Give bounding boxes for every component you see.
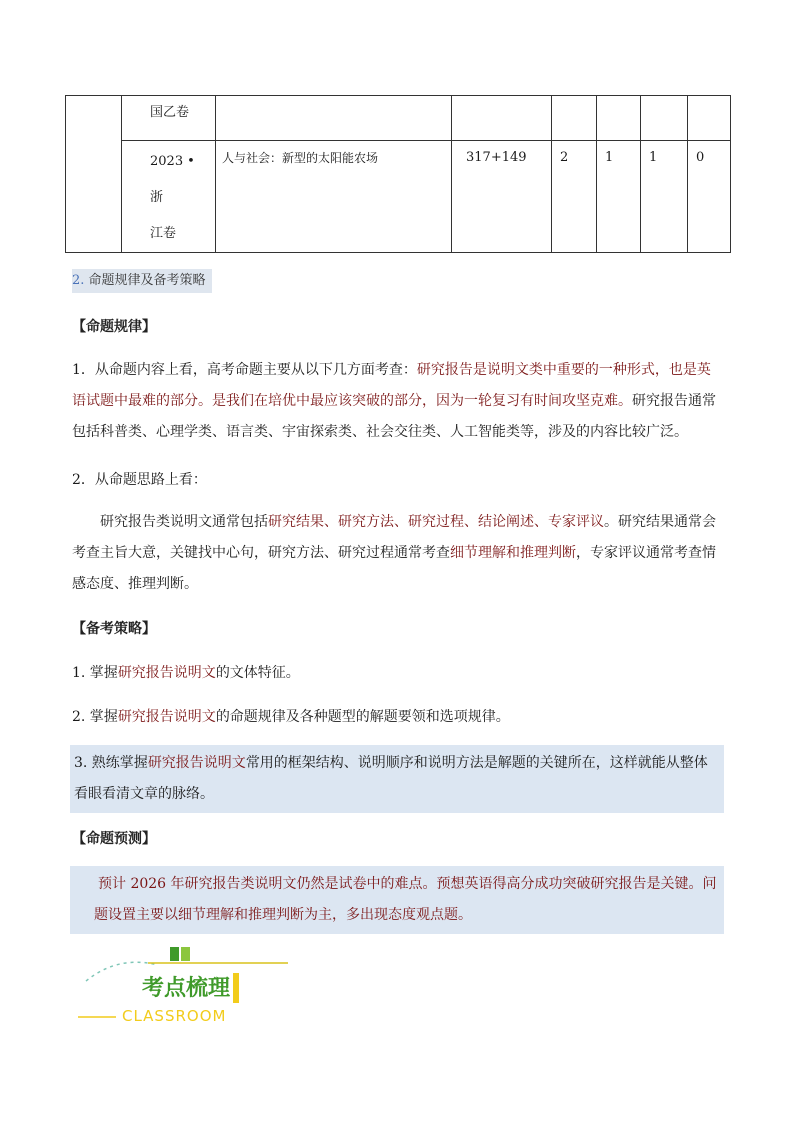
section-title: 2. 命题规律及备考策略 [72,269,212,293]
exam-table [65,95,731,253]
table-cell-region: 国乙卷 [122,96,216,141]
table-row [66,141,731,253]
predict-heading: 【命题预测】 [72,831,156,847]
logo-title: 考点梳理 [142,976,231,1001]
rules-item-2: 2．从命题思路上看： [72,472,207,488]
table-cell-count: 1 [597,141,641,253]
table-cell-region: 2023 •浙 江卷 [122,141,216,253]
table-row [66,96,731,141]
logo-subtitle: CLASSROOM [122,1007,227,1025]
table-cell-count: 2 [552,141,597,253]
strategy-item-3: 3. 熟练掌握研究报告说明文常用的框架结构、说明顺序和说明方法是解题的关键所在，这样就能从整体看眼看清文章的脉络。 [70,745,724,813]
table-cell-empty [66,96,122,253]
rules-item-1: 1．从命题内容上看，高考命题主要从以下几方面考查：研究报告是说明文类中重要的一种形式，也是英语试题中最难的部分。是我们在培优中最应该突破的部分，因为一轮复习有时间攻坚克难。研究报告通常包括科普类、心理学类、语言类、宇宙探索类、社会交往类、人工智能类等，涉及的内容比较广泛。 [72,362,716,440]
table-cell-count: 0 [688,141,731,253]
classroom-logo [78,945,298,1035]
table-cell-words: 317+149 [452,141,552,253]
table-cell-topic: 人与社会：新型的太阳能农场 [216,141,452,253]
strategy-item-2: 2. 掌握研究报告说明文的命题规律及各种题型的解题要领和选项规律。 [72,709,510,725]
rules-heading: 【命题规律】 [72,319,156,335]
strategy-heading: 【备考策略】 [72,621,156,637]
strategy-item-1: 1. 掌握研究报告说明文的文体特征。 [72,665,300,681]
rules-paragraph: 研究报告类说明文通常包括研究结果、研究方法、研究过程、结论阐述、专家评议。研究结果通常会考查主旨大意，关键找中心句，研究方法、研究过程通常考查细节理解和推理判断，专家评议通常考查情感态度、推理判断。 [72,514,716,592]
predict-paragraph: 预计 2026 年研究报告类说明文仍然是试卷中的难点。预想英语得高分成功突破研究报告是关键。问题设置主要以细节理解和推理判断为主，多出现态度观点题。 [70,866,724,934]
table-cell-count: 1 [641,141,688,253]
